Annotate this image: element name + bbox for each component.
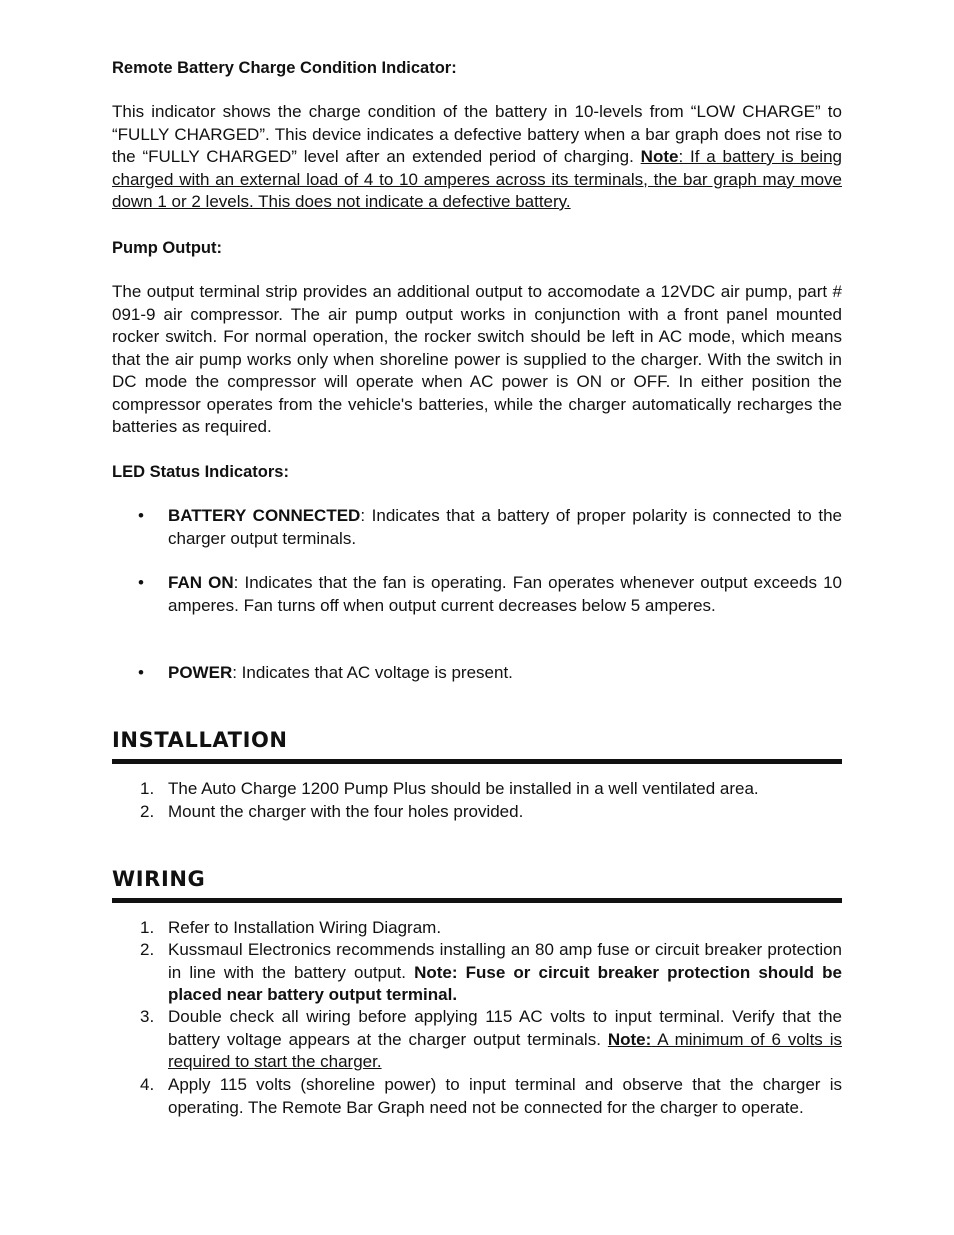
step-body: Kussmaul Electronics recommends installing an 80 amp fuse or circuit breaker protection in line with the battery output.: [168, 940, 842, 982]
wiring-step: [112, 917, 842, 940]
led-item-label: BATTERY CONNECTED: [168, 506, 361, 525]
step-text: The Auto Charge 1200 Pump Plus should be installed in a well ventilated area.: [168, 779, 759, 798]
installation-step: [112, 801, 842, 824]
wiring-step: [112, 939, 842, 1007]
battery-note-label: Note: [640, 147, 679, 166]
step-text: Mount the charger with the four holes provided.: [168, 802, 524, 821]
bullet-icon: •: [138, 663, 144, 682]
led-item-power: [112, 662, 842, 685]
step-text: [168, 939, 842, 1007]
led-item-text: : Indicates that the fan is operating. Fan operates whenever output exceeds 10 amperes. Fan turns off when output current decreases below 5 amperes.: [168, 573, 842, 615]
step-text: Refer to Installation Wiring Diagram.: [168, 918, 442, 937]
pump-output-paragraph: The output terminal strip provides an additional output to accomodate a 12VDC air pump, part # 091-9 air compressor. The air pump output works in conjunction with a front panel mounted rocker switch. For normal operation, the rocker switch should be left in AC mode, which means that the air pump works only when shoreline power is supplied to the charger. With the switch in DC mode the compressor will operate when AC power is ON or OFF. In either position the compressor operates from the vehicle's batteries, while the charger automatically recharges the batteries as required.: [112, 282, 842, 436]
led-item-label: POWER: [168, 663, 233, 682]
step-body: Double check all wiring before applying 115 AC volts to input terminal. Verify that the battery voltage appears at the charger output terminals.: [168, 1007, 842, 1049]
led-item-text: : Indicates that a battery of proper polarity is connected to the charger output terminals.: [168, 506, 842, 548]
battery-note-text: : If a battery is being charged with an external load of 4 to 10 amperes across its terminals, the bar graph may move down 1 or 2 levels. This does not indicate a defective battery.: [112, 147, 842, 211]
step-text: [168, 1006, 842, 1074]
led-item-text: : Indicates that AC voltage is present.: [232, 663, 513, 682]
wiring-step: [112, 1006, 842, 1074]
step-number: 3.: [140, 1007, 155, 1026]
wiring-title: WIRING: [112, 867, 206, 891]
step-text: Apply 115 volts (shoreline power) to input terminal and observe that the charger is operating. The Remote Bar Graph need not be connected for the charger to operate.: [168, 1075, 842, 1117]
voltage-note-text: A minimum of 6 volts is required to start the charger.: [168, 1029, 842, 1071]
step-number: 2.: [140, 940, 155, 959]
step-number: 1.: [140, 779, 155, 798]
step-number: 2.: [140, 802, 155, 821]
battery-indicator-heading: Remote Battery Charge Condition Indicator:: [112, 59, 457, 77]
led-item-fan-on: [112, 572, 842, 617]
wiring-step: [112, 1074, 842, 1119]
voltage-note-label: Note:: [607, 1029, 652, 1049]
pump-output-heading: Pump Output:: [112, 239, 222, 257]
battery-indicator-body: This indicator shows the charge condition of the battery in 10-levels from “LOW CHARGE” to “FULLY CHARGED”. This device indicates a defective battery when a bar graph does not rise to the “FULLY CHARGED” level after an extended period of charging.: [112, 102, 842, 166]
bullet-icon: •: [138, 506, 144, 525]
led-item-battery-connected: [112, 505, 842, 550]
installation-step: [112, 778, 842, 801]
led-item-label: FAN ON: [168, 573, 234, 592]
step-number: 1.: [140, 918, 155, 937]
fuse-note: Note: Fuse or circuit breaker protection should be placed near battery output terminal.: [168, 962, 842, 1004]
wiring-divider: [112, 898, 842, 903]
step-number: 4.: [140, 1075, 155, 1094]
battery-indicator-paragraph: [112, 101, 842, 214]
installation-divider: [112, 759, 842, 764]
bullet-icon: •: [138, 573, 144, 592]
installation-title: INSTALLATION: [112, 728, 288, 752]
led-status-heading: LED Status Indicators:: [112, 463, 289, 481]
